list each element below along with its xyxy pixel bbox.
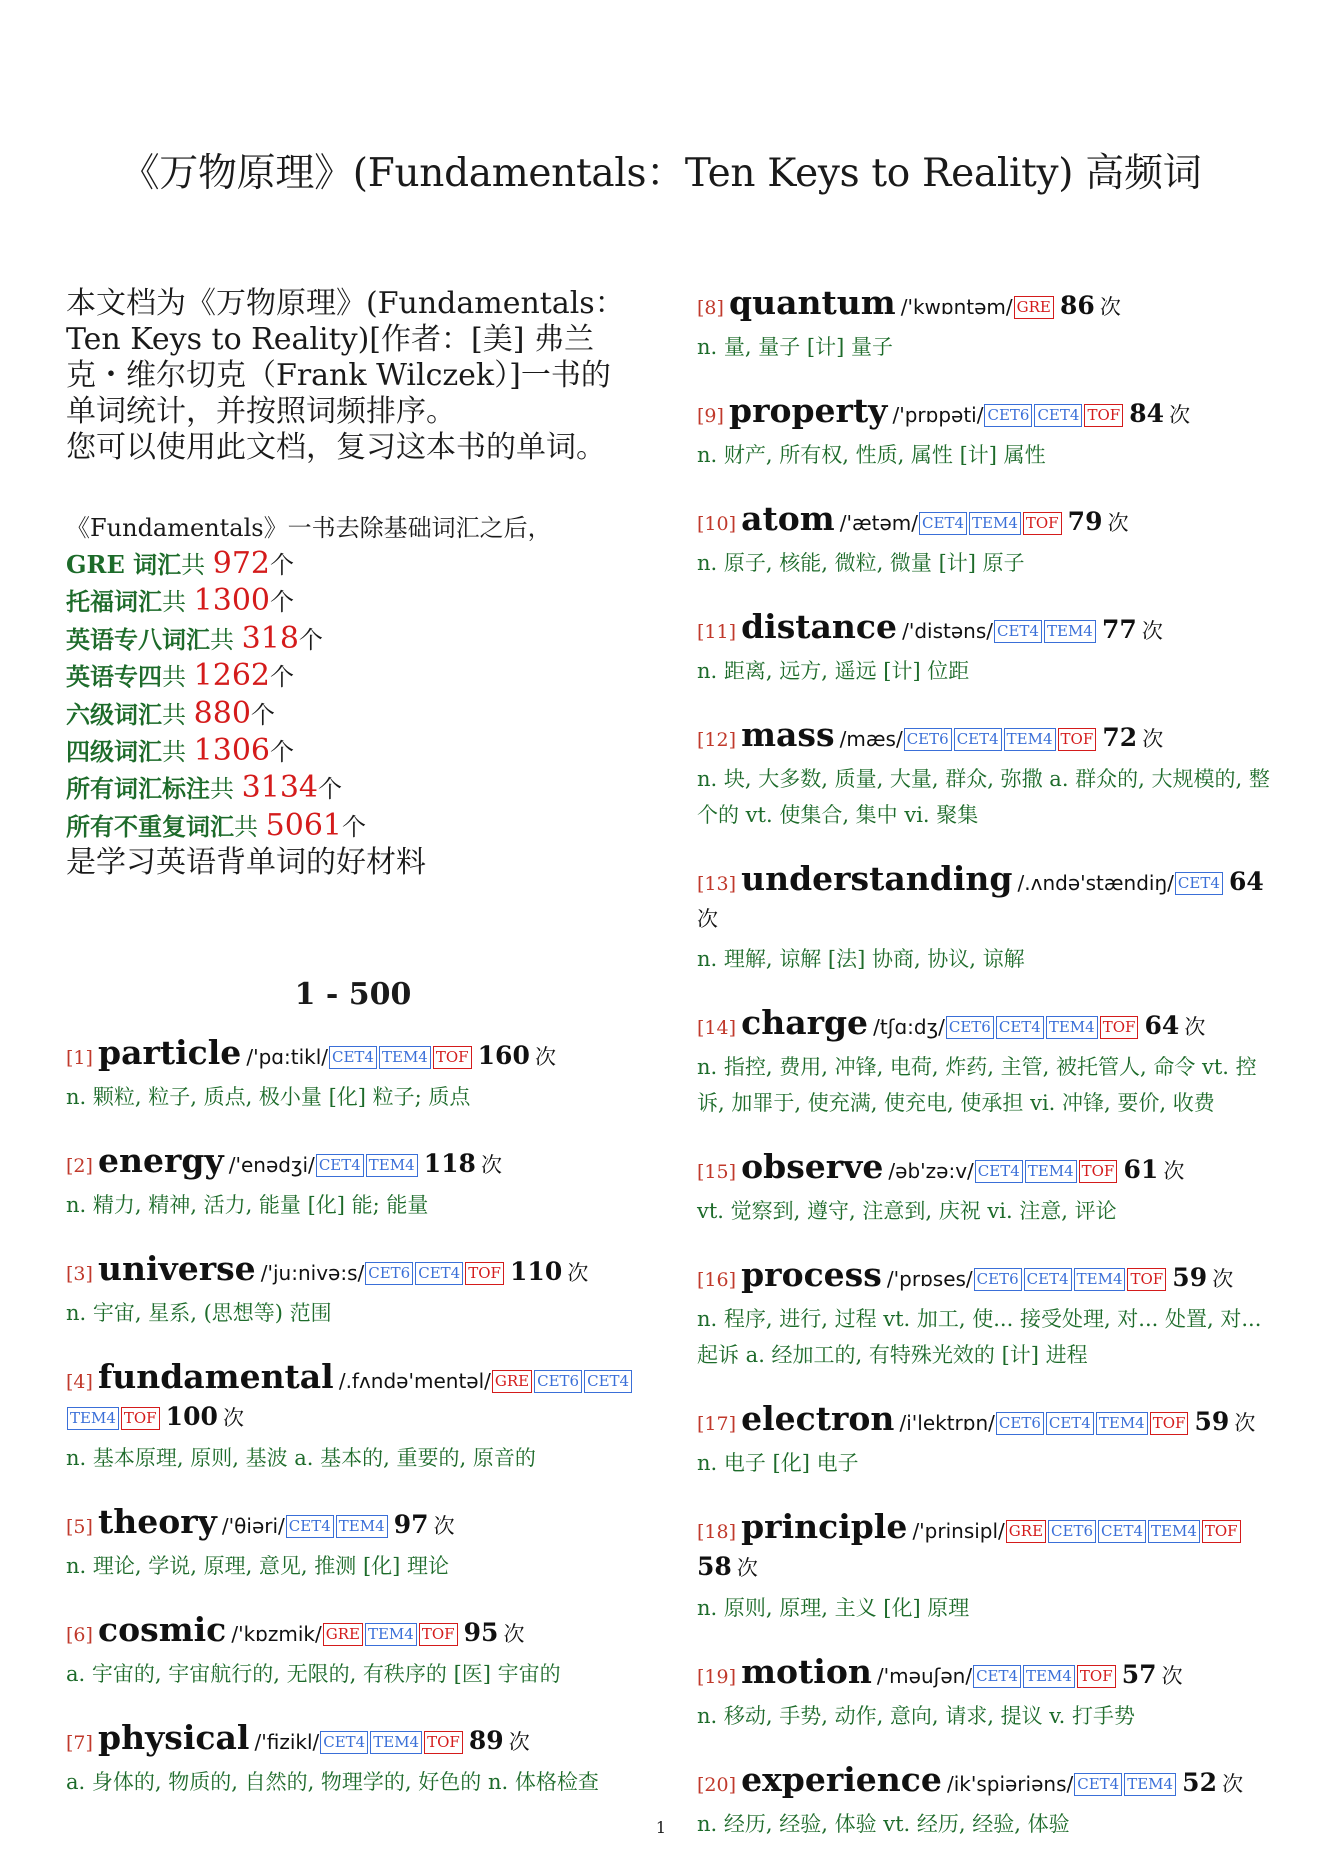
entry-phonetic: /'distəns/ [902, 619, 993, 643]
entry-count: 100 [165, 1402, 218, 1432]
stat-mid: 共 [234, 812, 266, 841]
entry-head [697, 1003, 1275, 1046]
stat-unit: 个 [318, 775, 342, 804]
entry-phonetic: /tʃɑ:dʒ/ [873, 1015, 945, 1039]
exam-tag: TOF [1127, 1268, 1166, 1291]
entry-index: [6] [66, 1624, 93, 1647]
count-unit: 次 [433, 1514, 455, 1539]
exam-tag: TOF [1084, 404, 1123, 427]
entry-index: [12] [697, 729, 737, 751]
entry-index: [9] [697, 405, 724, 427]
exam-tag: CET6 [946, 1016, 994, 1039]
entry-head [697, 607, 1275, 650]
entry-phonetic: /'ju:nivə:s/ [260, 1261, 365, 1286]
stat-unit: 个 [342, 812, 366, 841]
entry-head [697, 1255, 1275, 1298]
entry-count: 59 [1172, 1263, 1208, 1292]
entry-head [66, 1718, 640, 1761]
entry-head [66, 1033, 640, 1076]
stats-closing: 是学习英语背单词的好材料 [66, 845, 426, 881]
vocab-entry [66, 1502, 640, 1584]
entry-count: 58 [697, 1552, 732, 1581]
vocab-entry [697, 1003, 1275, 1121]
exam-tag: GRE [323, 1623, 363, 1646]
entry-phonetic: /əb'zə:v/ [888, 1159, 974, 1183]
vocab-entry [697, 1399, 1275, 1481]
stat-mid: 共 [162, 588, 194, 617]
entry-definition: n. 量, 量子 [计] 量子 [697, 335, 893, 359]
entry-head [697, 283, 1275, 326]
entry-definition: n. 颗粒, 粒子, 质点, 极小量 [化] 粒子; 质点 [66, 1085, 471, 1110]
entry-word: quantum [729, 283, 896, 322]
exam-tag: GRE [1006, 1520, 1046, 1543]
entry-definition: n. 理论, 学说, 原理, 意见, 推测 [化] 理论 [66, 1554, 450, 1579]
entry-head [66, 1141, 640, 1184]
exam-tag: CET4 [329, 1046, 377, 1069]
entry-count: 86 [1059, 291, 1095, 320]
entry-index: [2] [66, 1155, 93, 1178]
entry-phonetic: /'θiəri/ [221, 1514, 285, 1539]
exam-tag: TOF [424, 1731, 463, 1754]
entry-index: [5] [66, 1516, 93, 1539]
exam-tag: CET4 [1024, 1268, 1072, 1291]
exam-tag: TEM4 [1124, 1773, 1176, 1796]
exam-tag: TOF [1100, 1016, 1139, 1039]
vocab-entry [66, 1249, 640, 1331]
entry-count: 118 [423, 1149, 476, 1179]
entry-definition: n. 理解, 谅解 [法] 协商, 协议, 谅解 [697, 947, 1025, 971]
stat-count: 1306 [193, 733, 270, 769]
exam-tag: TOF [419, 1623, 458, 1646]
exam-tag: CET6 [974, 1268, 1022, 1291]
exam-tag: TEM4 [1074, 1268, 1126, 1291]
entry-word: principle [741, 1507, 908, 1546]
entries-right [697, 283, 1275, 1842]
vocab-entry [66, 1610, 640, 1692]
stat-mid: 共 [162, 663, 194, 692]
entry-word: distance [741, 607, 898, 646]
entry-head [697, 1399, 1275, 1442]
stat-unit: 个 [250, 700, 275, 729]
entry-word: atom [741, 499, 835, 538]
entry-definition: n. 块, 大多数, 质量, 大量, 群众, 弥撒 a. 群众的, 大规模的, 整个的 vt. 使集合, 集中 vi. 聚集 [697, 767, 1270, 827]
entry-definition: n. 宇宙, 星系, (思想等) 范围 [66, 1301, 332, 1326]
entry-definition: vt. 觉察到, 遵守, 注意到, 庆祝 vi. 注意, 评论 [697, 1199, 1117, 1223]
stat-mid: 共 [162, 738, 194, 767]
entry-head [697, 499, 1275, 542]
entry-count: 84 [1129, 399, 1165, 428]
stat-mid: 共 [181, 551, 213, 579]
entry-head [697, 1652, 1275, 1695]
count-unit: 次 [1212, 1267, 1234, 1291]
entry-definition: n. 基本原理, 原则, 基波 a. 基本的, 重要的, 原音的 [66, 1446, 536, 1471]
exam-tag: TOF [121, 1407, 160, 1430]
entry-head [66, 1610, 640, 1653]
stat-unit: 个 [298, 625, 323, 654]
count-unit: 次 [697, 907, 718, 931]
exam-tag: TEM4 [365, 1623, 417, 1646]
vocab-entry [697, 715, 1275, 833]
exam-tag: TOF [1077, 1665, 1116, 1688]
count-unit: 次 [481, 1153, 503, 1178]
exam-tag: CET4 [316, 1154, 364, 1177]
entry-head [66, 1357, 640, 1437]
exam-tag: CET4 [286, 1515, 334, 1538]
count-unit: 次 [1107, 511, 1129, 535]
count-unit: 次 [1163, 1159, 1185, 1183]
exam-tag: TEM4 [370, 1731, 422, 1754]
stat-label: 托福词汇 [66, 587, 162, 617]
entry-phonetic: /'kwɒntəm/ [900, 295, 1013, 319]
entry-head [66, 1502, 640, 1545]
stat-line [66, 546, 640, 583]
entry-definition: n. 指控, 费用, 冲锋, 电荷, 炸药, 主管, 被托管人, 命令 vt. 控诉, 加罪于, 使充满, 使充电, 使承担 vi. 冲锋, 要价, 收费 [697, 1055, 1257, 1115]
exam-tag: CET4 [954, 728, 1002, 751]
entry-index: [18] [697, 1521, 737, 1543]
intro-line-2: 您可以使用此文档，复习这本书的单词。 [66, 430, 606, 465]
stat-label: 英语专四 [66, 662, 162, 692]
entry-count: 160 [477, 1041, 530, 1071]
count-unit: 次 [503, 1622, 525, 1647]
count-unit: 次 [1234, 1411, 1256, 1435]
exam-tag: CET4 [584, 1370, 632, 1393]
entry-index: [3] [66, 1263, 93, 1286]
entry-index: [7] [66, 1732, 93, 1755]
stat-unit: 个 [270, 551, 294, 579]
stat-count: 3134 [241, 770, 318, 806]
entry-word: fundamental [98, 1357, 334, 1397]
entry-head [697, 391, 1275, 434]
count-unit: 次 [222, 1406, 244, 1431]
entry-index: [1] [66, 1047, 93, 1070]
stat-label: 所有不重复词汇 [66, 811, 234, 841]
entry-word: experience [741, 1760, 942, 1799]
exam-tag: CET4 [1034, 404, 1082, 427]
stat-label: GRE 词汇 [66, 550, 182, 579]
entry-word: particle [98, 1033, 242, 1073]
entry-phonetic: /'fizikl/ [254, 1730, 320, 1755]
count-unit: 次 [736, 1556, 758, 1580]
entry-phonetic: /'prɒpəti/ [892, 403, 984, 427]
entry-index: [16] [697, 1269, 737, 1291]
exam-tag: TEM4 [969, 512, 1021, 535]
vocab-entry [697, 1255, 1275, 1373]
entry-phonetic: /i'lektrɒn/ [899, 1411, 995, 1435]
vocab-entry [66, 1357, 640, 1476]
entry-word: energy [98, 1141, 224, 1181]
count-unit: 次 [1161, 1664, 1183, 1688]
entry-index: [17] [697, 1413, 737, 1435]
entry-definition: a. 身体的, 物质的, 自然的, 物理学的, 好色的 n. 体格检查 [66, 1770, 599, 1795]
entry-phonetic: /'kɒzmik/ [231, 1622, 322, 1647]
stat-count: 972 [212, 546, 270, 581]
entry-count: 110 [510, 1257, 563, 1287]
exam-tag: TEM4 [1148, 1520, 1200, 1543]
entry-phonetic: /'ætəm/ [839, 511, 919, 535]
stat-count: 1300 [193, 583, 270, 619]
count-unit: 次 [1184, 1015, 1206, 1039]
stat-unit: 个 [270, 588, 294, 617]
exam-tag: TOF [433, 1046, 472, 1069]
entry-phonetic: /'məuʃən/ [876, 1664, 973, 1688]
entry-definition: n. 电子 [化] 电子 [697, 1451, 859, 1475]
count-unit: 次 [1142, 727, 1164, 751]
stat-line [66, 808, 640, 845]
exam-tag: CET4 [975, 1160, 1023, 1183]
stat-line [66, 696, 640, 733]
entry-count: 59 [1194, 1407, 1230, 1436]
stat-mid: 共 [162, 700, 194, 729]
exam-tag: CET6 [1048, 1520, 1096, 1543]
entry-word: electron [741, 1399, 895, 1438]
count-unit: 次 [567, 1261, 589, 1286]
right-column [697, 283, 1275, 1870]
count-unit: 次 [1169, 403, 1191, 427]
vocab-entry [66, 1718, 640, 1800]
stat-count: 880 [193, 695, 251, 731]
intro-paragraph [66, 286, 640, 466]
vocab-entry [697, 1507, 1275, 1626]
exam-tag: GRE [492, 1370, 532, 1393]
entry-index: [11] [697, 621, 737, 643]
stat-label: 英语专八词汇 [66, 624, 210, 654]
entry-index: [8] [697, 297, 724, 319]
entry-definition: n. 原子, 核能, 微粒, 微量 [计] 原子 [697, 551, 1025, 575]
entry-index: [4] [66, 1371, 93, 1394]
entry-word: mass [741, 715, 835, 754]
entry-definition: n. 程序, 进行, 过程 vt. 加工, 使... 接受处理, 对... 处置, 对... 起诉 a. 经加工的, 有特殊光效的 [计] 进程 [697, 1307, 1262, 1367]
stat-count: 1262 [193, 658, 270, 694]
entry-word: theory [98, 1502, 217, 1542]
page-title: 《万物原理》(Fundamentals：Ten Keys to Reality) 高频词 [120, 151, 1202, 196]
entry-definition: n. 精力, 精神, 活力, 能量 [化] 能; 能量 [66, 1193, 429, 1218]
exam-tag: CET4 [973, 1665, 1021, 1688]
entry-count: 64 [1228, 867, 1264, 896]
entry-word: universe [98, 1249, 256, 1289]
exam-tag: TEM4 [1025, 1160, 1077, 1183]
entry-index: [14] [697, 1017, 737, 1039]
exam-tag: CET6 [534, 1370, 582, 1393]
vocab-entry [697, 859, 1275, 977]
exam-tag: CET6 [365, 1262, 413, 1285]
entry-definition: n. 移动, 手势, 动作, 意向, 请求, 提议 v. 打手势 [697, 1704, 1136, 1728]
count-unit: 次 [1222, 1772, 1244, 1796]
vocab-entry [697, 1147, 1275, 1229]
exam-tag: TOF [1023, 512, 1062, 535]
stats-list [66, 546, 640, 845]
entry-word: observe [741, 1147, 884, 1186]
exam-tag: TOF [1079, 1160, 1118, 1183]
entry-count: 61 [1123, 1155, 1159, 1184]
entry-word: physical [98, 1718, 250, 1758]
exam-tag: TEM4 [1046, 1016, 1098, 1039]
stat-count: 5061 [265, 807, 342, 843]
stat-label: 六级词汇 [66, 699, 162, 729]
entry-phonetic: /'prinsipl/ [912, 1519, 1005, 1543]
stats-block [66, 510, 640, 881]
count-unit: 次 [1141, 619, 1163, 643]
stat-unit: 个 [270, 738, 294, 767]
entry-index: [10] [697, 513, 737, 535]
entry-count: 77 [1101, 615, 1137, 644]
stat-line [66, 621, 640, 658]
entry-head [697, 1147, 1275, 1190]
entry-definition: n. 原则, 原理, 主义 [化] 原理 [697, 1596, 970, 1620]
entry-definition: n. 财产, 所有权, 性质, 属性 [计] 属性 [697, 443, 1046, 467]
entry-count: 97 [393, 1510, 429, 1540]
entry-head [697, 859, 1275, 938]
entry-count: 79 [1067, 507, 1103, 536]
entry-count: 72 [1102, 723, 1138, 752]
entries-left [66, 1033, 640, 1800]
exam-tag: CET4 [1046, 1412, 1094, 1435]
exam-tag: CET4 [320, 1731, 368, 1754]
vocab-entry [697, 607, 1275, 689]
stat-line [66, 733, 640, 770]
intro-line-1: 本文档为《万物原理》(Fundamentals：Ten Keys to Reality)[作者：[美] 弗兰克・维尔切克（Frank Wilczek）]一书的单词统计，并按照词频排序。 [66, 286, 625, 429]
exam-tag: GRE [1014, 296, 1054, 319]
entry-count: 57 [1121, 1660, 1157, 1689]
exam-tag: TOF [1202, 1520, 1241, 1543]
entry-index: [13] [697, 873, 737, 895]
exam-tag: CET6 [904, 728, 952, 751]
exam-tag: CET6 [984, 404, 1032, 427]
exam-tag: CET4 [996, 1016, 1044, 1039]
stat-line [66, 658, 640, 695]
stat-line [66, 770, 640, 807]
entry-index: [15] [697, 1161, 737, 1183]
entry-count: 64 [1144, 1011, 1180, 1040]
stat-count: 318 [241, 620, 299, 656]
exam-tag: TOF [1058, 728, 1097, 751]
entry-head [66, 1249, 640, 1292]
exam-tag: CET4 [1074, 1773, 1122, 1796]
entry-word: motion [741, 1652, 872, 1691]
exam-tag: TEM4 [336, 1515, 388, 1538]
entry-phonetic: /ik'spiəriəns/ [946, 1772, 1074, 1796]
stat-mid: 共 [210, 625, 242, 654]
entry-phonetic: /.ʌndə'stændiŋ/ [1017, 871, 1174, 895]
entry-head [697, 1760, 1275, 1803]
vocab-entry [697, 391, 1275, 473]
vocab-entry [66, 1033, 640, 1115]
entry-phonetic: /'enədʒi/ [228, 1153, 315, 1178]
exam-tag: TEM4 [1096, 1412, 1148, 1435]
exam-tag: TEM4 [1004, 728, 1056, 751]
stat-line [66, 583, 640, 620]
exam-tag: TEM4 [67, 1407, 119, 1430]
entry-phonetic: /mæs/ [839, 727, 903, 751]
entry-definition: a. 宇宙的, 宇宙航行的, 无限的, 有秩序的 [医] 宇宙的 [66, 1662, 561, 1687]
entry-definition: n. 经历, 经验, 体验 vt. 经历, 经验, 体验 [697, 1812, 1070, 1836]
entry-word: process [741, 1255, 882, 1294]
stat-label: 四级词汇 [66, 737, 162, 767]
vocab-entry [697, 283, 1275, 365]
exam-tag: CET4 [1175, 872, 1223, 895]
entry-index: [19] [697, 1666, 737, 1688]
entry-phonetic: /'pɑ:tikl/ [246, 1045, 328, 1070]
entry-word: understanding [741, 859, 1013, 898]
entry-index: [20] [697, 1774, 737, 1796]
count-unit: 次 [508, 1730, 530, 1755]
exam-tag: TOF [1150, 1412, 1189, 1435]
section-heading: 1 - 500 [294, 977, 412, 1013]
vocab-entry [66, 1141, 640, 1223]
page-number: 1 [655, 1818, 667, 1837]
entry-word: cosmic [98, 1610, 227, 1650]
count-unit: 次 [534, 1045, 556, 1070]
exam-tag: CET4 [994, 620, 1042, 643]
exam-tag: CET6 [996, 1412, 1044, 1435]
entry-count: 89 [468, 1726, 504, 1756]
exam-tag: TOF [465, 1262, 504, 1285]
stat-mid: 共 [210, 775, 242, 804]
entry-head [697, 715, 1275, 758]
entry-count: 52 [1182, 1768, 1217, 1797]
exam-tag: TEM4 [366, 1154, 418, 1177]
exam-tag: TEM4 [1044, 620, 1096, 643]
exam-tag: TEM4 [1023, 1665, 1075, 1688]
entry-word: charge [741, 1003, 869, 1042]
left-column [66, 286, 640, 1829]
exam-tag: CET4 [415, 1262, 463, 1285]
stat-label: 所有词汇标注 [66, 774, 210, 804]
entry-count: 95 [463, 1618, 499, 1648]
stat-unit: 个 [270, 663, 294, 692]
entry-phonetic: /'prɒses/ [886, 1267, 973, 1291]
entry-phonetic: /.fʌndə'mentəl/ [338, 1369, 491, 1394]
exam-tag: CET4 [919, 512, 967, 535]
entry-word: property [729, 391, 888, 430]
stats-lead: 《Fundamentals》一书去除基础词汇之后， [66, 514, 552, 542]
exam-tag: CET4 [1098, 1520, 1146, 1543]
exam-tag: TEM4 [379, 1046, 431, 1069]
vocab-entry [697, 1652, 1275, 1734]
entry-definition: n. 距离, 远方, 遥远 [计] 位距 [697, 659, 970, 683]
entry-head [697, 1507, 1275, 1587]
vocab-entry [697, 499, 1275, 581]
count-unit: 次 [1099, 295, 1121, 319]
